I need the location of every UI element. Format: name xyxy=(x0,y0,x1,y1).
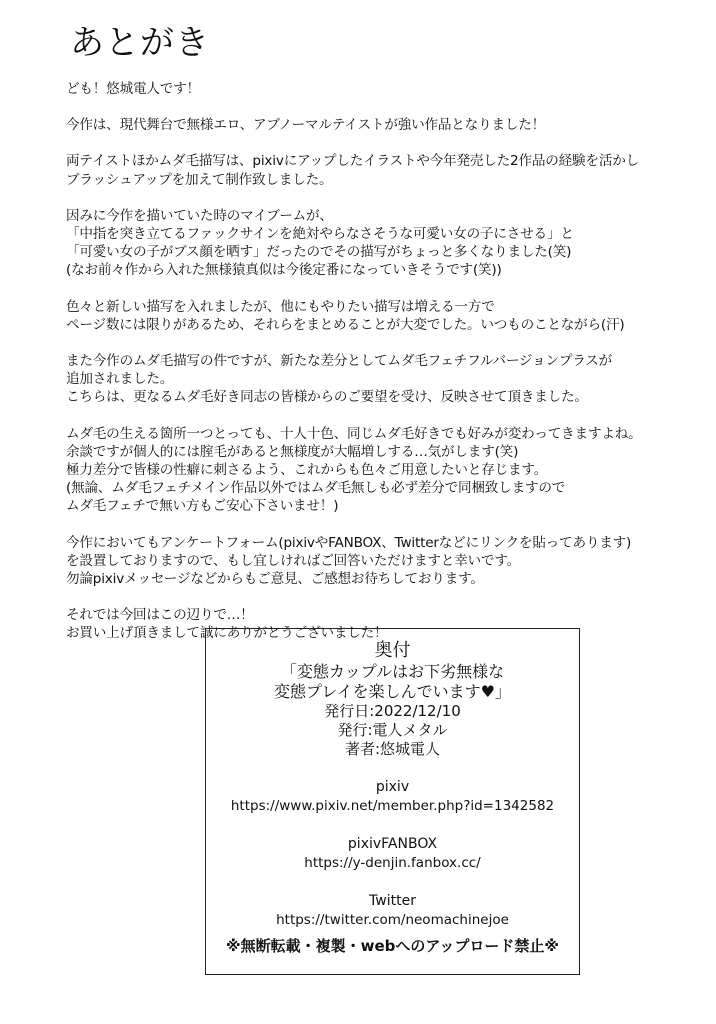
colophon-heading: 奥付 xyxy=(374,640,411,661)
paragraph-line: ページ数には限りがあるため、それらをまとめることが大変でした。いつものことながら(汗) xyxy=(66,316,625,333)
pixiv-label: pixiv xyxy=(375,779,410,795)
paragraph-line: こちらは、更なるムダ毛好き同志の皆様からのご要望を受け、反映させて頂きました。 xyxy=(66,389,588,406)
paragraph-line: 因みに今作を描いていた時のマイブームが、 xyxy=(66,207,333,224)
afterword-paragraph xyxy=(66,298,676,334)
afterword-paragraph xyxy=(66,425,676,516)
paragraph-line: 余談ですが個人的には腟毛があると無様度が大幅増しする…気がします(笑) xyxy=(66,443,519,460)
paragraph-line: (無論、ムダ毛フェチメイン作品以外ではムダ毛無しも必ず差分で同梱致しますので xyxy=(66,480,566,497)
release-date: 発行日:2022/12/10 xyxy=(324,702,461,720)
paragraph-line: 「中指を突き立てるファックサインを絶対やらなさそうな可愛い女の子にさせる」と xyxy=(66,226,574,243)
publisher: 発行:電人メタル xyxy=(337,721,448,739)
paragraph-line: ブラッシュアップを加えて制作致しました。 xyxy=(66,171,333,188)
paragraph-line: ムダ毛の生える箇所一つとっても、十人十色、同じムダ毛好きでも好みが変わってきますよね。 xyxy=(66,425,642,442)
page-title: あとがき xyxy=(70,23,210,63)
twitter-label: Twitter xyxy=(369,893,416,909)
paragraph-line: 勿論pixivメッセージなどからもご意見、ご感想お待ちしております。 xyxy=(66,571,484,588)
afterword-paragraph xyxy=(66,534,676,589)
afterword-paragraph xyxy=(66,116,676,134)
colophon-box xyxy=(205,628,580,975)
paragraph-line: 色々と新しい描写を入れましたが、他にもやりたい描写は増える一方で xyxy=(66,298,495,315)
paragraph-line: 今作は、現代舞台で無様エロ、アブノーマルテイストが強い作品となりました！ xyxy=(66,117,546,134)
work-title-line-1: 「変態カップルはお下劣無様な xyxy=(280,662,505,681)
paragraph-line: また今作のムダ毛描写の件ですが、新たな差分としてムダ毛フェチフルバージョンプラスが xyxy=(66,353,613,370)
paragraph-line: ども！悠城電人です！ xyxy=(66,81,200,97)
copyright-notice: ※無断転載・複製・webへのアップロード禁止※ xyxy=(226,937,559,955)
afterword-paragraph xyxy=(66,352,676,407)
paragraph-line: 今作においてもアンケートフォーム(pixivやFANBOX、Twitterなどにリンクを貼ってあります) xyxy=(66,534,632,551)
fanbox-url[interactable]: https://y-denjin.fanbox.cc/ xyxy=(304,855,481,871)
paragraph-line: 極力差分で皆様の性癖に刺さるよう、これからも色々ご用意したいと存じます。 xyxy=(66,462,548,479)
fanbox-label: pixivFANBOX xyxy=(347,836,438,852)
paragraph-line: それでは今回はこの辺りで…！ xyxy=(66,607,254,624)
pixiv-url[interactable]: https://www.pixiv.net/member.php?id=1342582 xyxy=(230,798,555,814)
paragraph-line: 両テイストほかムダ毛描写は、pixivにアップしたイラストや今年発売した2作品の経験を活かし xyxy=(66,153,640,170)
work-title-line-2: 変態プレイを楽しんでいます♥」 xyxy=(274,682,511,701)
afterword-paragraph xyxy=(66,152,676,188)
paragraph-line: お買い上げ頂きまして誠にありがとうございました！ xyxy=(66,625,388,642)
afterword-paragraph xyxy=(66,80,676,98)
paragraph-line: 「可愛い女の子がブス顔を晒す」だったのでその描写がちょっと多くなりました(笑) xyxy=(66,244,572,261)
afterword-paragraph xyxy=(66,207,676,280)
paragraph-line: ムダ毛フェチで無い方もご安心下さいませ！) xyxy=(66,498,339,515)
paragraph-line: を設置しておりますので、もし宜しければご回答いただけますと幸いです。 xyxy=(66,552,521,569)
afterword-body xyxy=(66,80,676,661)
paragraph-line: (なお前々作から入れた無様猿真似は今後定番になっていきそうです(笑)) xyxy=(66,262,502,279)
twitter-url[interactable]: https://twitter.com/neomachinejoe xyxy=(276,912,509,928)
paragraph-line: 追加されました。 xyxy=(66,371,174,388)
author: 著者:悠城電人 xyxy=(344,740,441,758)
